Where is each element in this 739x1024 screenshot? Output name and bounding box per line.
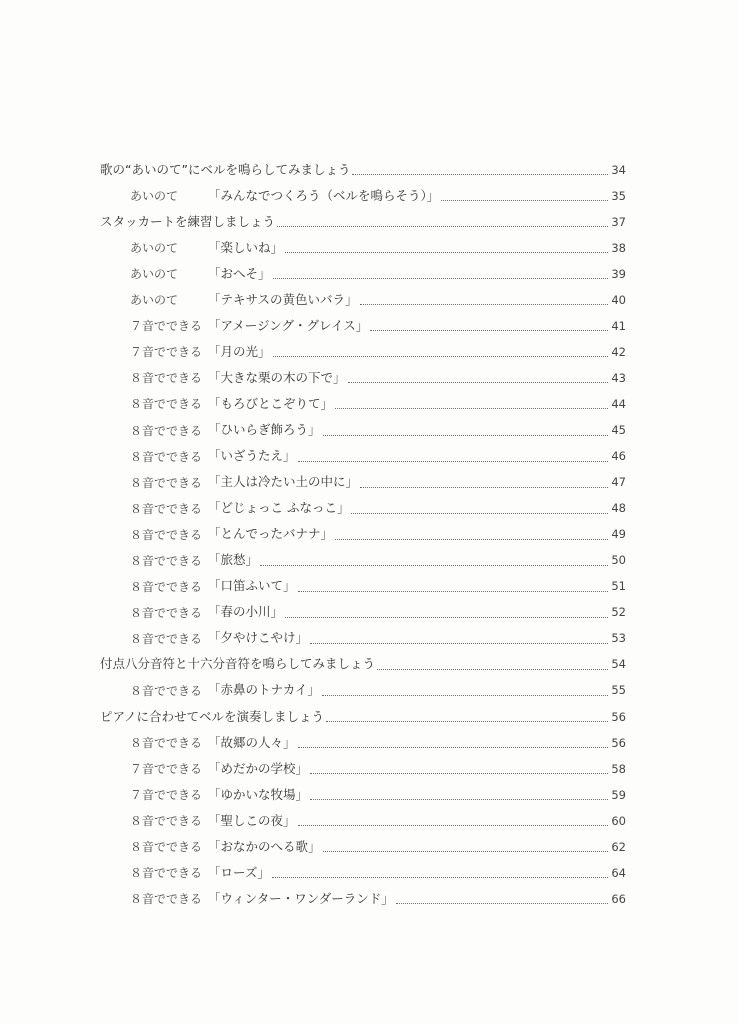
toc-entry-title: 「アメージング・グレイス」	[208, 317, 369, 333]
toc-entry-row[interactable]	[100, 567, 626, 593]
dot-leader	[272, 876, 608, 878]
dot-leader	[277, 225, 608, 227]
toc-entry-title: 「口笛ふいて」	[208, 578, 296, 594]
dot-leader	[310, 798, 608, 800]
toc-entry-kind: ７音でできる	[130, 788, 203, 803]
toc-page-number: 44	[611, 396, 626, 411]
dot-leader	[335, 538, 608, 540]
dot-leader	[377, 668, 608, 670]
toc-entry-row[interactable]	[100, 541, 626, 567]
toc-page-number: 53	[611, 631, 626, 646]
toc-page-number: 42	[611, 344, 626, 359]
toc-entry-kind: ８音でできる	[130, 527, 203, 542]
toc-page-number: 59	[611, 787, 626, 802]
toc-label	[100, 424, 321, 437]
toc-page-number: 50	[611, 553, 626, 568]
toc-entry-kind: ８音でできる	[130, 605, 203, 620]
toc-entry-row[interactable]	[100, 489, 626, 515]
toc-entry-row[interactable]	[100, 749, 626, 775]
toc-page-number: 52	[611, 605, 626, 620]
toc-entry-kind: ８音でできる	[130, 475, 203, 490]
dot-leader	[273, 277, 608, 279]
toc-entry-title: 「赤鼻のトナカイ」	[208, 682, 320, 698]
dot-leader	[352, 173, 608, 175]
toc-label	[100, 450, 296, 463]
toc-label	[100, 838, 321, 855]
toc-entry-title: 「めだかの学校」	[208, 760, 309, 776]
dot-leader	[285, 251, 608, 253]
toc-label	[100, 786, 309, 803]
dot-leader	[298, 460, 608, 462]
toc-label	[100, 812, 296, 829]
toc-entry-title: 「聖しこの夜」	[208, 812, 296, 828]
toc-entry-kind: あいのて	[130, 189, 179, 204]
toc-entry-kind: ７音でできる	[130, 345, 203, 360]
toc-entry-row[interactable]	[100, 306, 626, 332]
toc-entry-row[interactable]	[100, 280, 626, 306]
toc-entry-row[interactable]	[100, 671, 626, 697]
toc-page-number: 51	[611, 579, 626, 594]
dot-leader	[298, 590, 608, 592]
toc-label	[100, 606, 283, 619]
toc-entry-title: 「おへそ」	[208, 265, 271, 281]
toc-label	[100, 161, 351, 177]
toc-label	[100, 317, 369, 334]
toc-page-number: 55	[611, 683, 626, 698]
toc-entry-title: 「ローズ」	[208, 864, 270, 880]
toc-entry-row[interactable]	[100, 723, 626, 749]
toc-entry-title: 「主人は冷たい土の中に」	[208, 474, 359, 490]
toc-entry-row[interactable]	[100, 801, 626, 827]
toc-label	[100, 239, 284, 256]
toc-page-number: 49	[611, 527, 626, 542]
toc-page-number: 41	[611, 318, 626, 333]
toc-entry-kind: ８音でできる	[130, 579, 203, 594]
toc-entry-row[interactable]	[100, 384, 626, 410]
dot-leader	[285, 616, 608, 618]
toc-section-row[interactable]	[100, 697, 626, 723]
toc-page-number: 60	[611, 813, 626, 828]
toc-label	[100, 395, 334, 412]
toc-entry-kind: ８音でできる	[130, 423, 203, 438]
toc-entry-kind: あいのて	[130, 241, 179, 256]
toc-entry-kind: ８音でできる	[130, 371, 203, 386]
dot-leader	[335, 407, 608, 409]
toc-entry-kind: ８音でできる	[130, 631, 203, 646]
toc-page-number: 56	[611, 735, 626, 750]
toc-entry-title: 「ゆかいな牧場」	[208, 786, 309, 802]
toc-label	[100, 632, 308, 645]
toc-entry-title: 「大きな栗の木の下で」	[208, 369, 346, 385]
toc-entry-title: 「ひいらぎ飾ろう」	[208, 422, 321, 438]
toc-entry-row[interactable]	[100, 228, 626, 254]
toc-entry-title: 「旅愁」	[208, 552, 259, 568]
toc-entry-row[interactable]	[100, 254, 626, 280]
toc-page-number: 40	[611, 292, 626, 307]
toc-entry-kind: あいのて	[130, 293, 179, 308]
toc-entry-kind: ８音でできる	[130, 736, 203, 751]
toc-label	[100, 684, 320, 697]
toc-entry-row[interactable]	[100, 853, 626, 879]
dot-leader	[323, 434, 608, 436]
toc-entry-row[interactable]	[100, 176, 626, 202]
toc-label	[100, 369, 346, 386]
toc-label	[100, 476, 358, 489]
toc-page-number: 56	[611, 709, 626, 724]
toc-entry-kind: ８音でできる	[130, 840, 203, 855]
toc-entry-row[interactable]	[100, 827, 626, 853]
toc-label	[100, 265, 271, 282]
dot-leader	[260, 564, 608, 566]
dot-leader	[348, 381, 608, 383]
toc-entry-title: 「おなかのへる歌」	[208, 838, 321, 854]
toc-entry-kind: ８音でできる	[130, 397, 203, 412]
toc-entry-title: 「夕やけこやけ」	[208, 630, 309, 646]
dot-leader	[298, 746, 608, 748]
dot-leader	[370, 329, 608, 331]
toc-entry-title: 「楽しいね」	[208, 239, 284, 255]
toc-page-number: 43	[611, 370, 626, 385]
toc-page-number: 62	[611, 839, 626, 854]
toc-entry-row[interactable]	[100, 358, 626, 384]
toc-label	[100, 528, 333, 541]
toc-entry-title: 「もろびとこぞりて」	[208, 395, 334, 411]
toc-label	[100, 213, 276, 229]
toc-entry-kind: ８音でできる	[130, 449, 203, 464]
toc-entry-row[interactable]	[100, 619, 626, 645]
toc-entry-row[interactable]	[100, 332, 626, 358]
toc-entry-kind: ７音でできる	[130, 319, 203, 334]
toc-page-number: 37	[611, 214, 626, 229]
table-of-contents	[100, 150, 626, 905]
toc-entry-kind: ７音でできる	[130, 762, 203, 777]
toc-page-number: 34	[611, 162, 626, 177]
toc-section-title: 付点八分音符と十六分音符を鳴らしてみましょう	[100, 656, 376, 672]
toc-label	[100, 708, 325, 724]
toc-section-row[interactable]	[100, 645, 626, 671]
toc-label	[100, 864, 270, 881]
toc-entry-title: 「故郷の人々」	[208, 734, 296, 750]
toc-entry-kind: ８音でできる	[130, 683, 203, 698]
dot-leader	[322, 694, 608, 696]
toc-entry-row[interactable]	[100, 437, 626, 463]
dot-leader	[273, 355, 608, 357]
toc-entry-row[interactable]	[100, 410, 626, 436]
toc-page-number: 39	[611, 266, 626, 281]
toc-entry-title: 「どじょっこ ふなっこ」	[208, 500, 350, 516]
toc-page-number: 48	[611, 501, 626, 516]
toc-section-title: ピアノに合わせてベルを演奏しましょう	[100, 708, 325, 724]
toc-page-number: 45	[611, 423, 626, 438]
toc-page-number: 46	[611, 449, 626, 464]
toc-page-number: 58	[611, 761, 626, 776]
toc-page-number: 54	[611, 657, 626, 672]
toc-page-number: 64	[611, 865, 626, 880]
toc-section-title: スタッカートを練習しましょう	[100, 213, 276, 229]
toc-section-title: 歌の“あいのて”にベルを鳴らしてみましょう	[100, 161, 351, 177]
toc-label	[100, 580, 296, 593]
toc-entry-title: 「いざうたえ」	[208, 448, 296, 464]
toc-label	[100, 291, 358, 308]
toc-entry-title: 「春の小川」	[208, 604, 284, 620]
toc-page-number: 47	[611, 475, 626, 490]
toc-entry-kind: ８音でできる	[130, 501, 203, 516]
dot-leader	[441, 199, 608, 201]
toc-entry-row[interactable]	[100, 775, 626, 801]
toc-entry-kind: ８音でできる	[130, 814, 203, 829]
toc-section-row[interactable]	[100, 150, 626, 176]
toc-entry-title: 「月の光」	[208, 343, 271, 359]
toc-entry-kind: あいのて	[130, 267, 179, 282]
dot-leader	[360, 303, 608, 305]
toc-label	[100, 760, 309, 777]
toc-entry-row[interactable]	[100, 515, 626, 541]
toc-page-number: 66	[611, 891, 626, 906]
toc-section-row[interactable]	[100, 202, 626, 228]
toc-label	[100, 554, 258, 567]
toc-label	[100, 343, 271, 360]
toc-entry-kind: ８音でできる	[130, 553, 203, 568]
toc-entry-title: 「みんなでつくろう（ベルを鳴らそう）」	[208, 187, 440, 203]
toc-label	[100, 890, 394, 907]
dot-leader	[326, 720, 608, 722]
dot-leader	[310, 772, 608, 774]
toc-label	[100, 187, 440, 204]
toc-label	[100, 658, 375, 671]
dot-leader	[298, 824, 608, 826]
toc-entry-row[interactable]	[100, 593, 626, 619]
dot-leader	[310, 642, 608, 644]
toc-entry-kind: ８音でできる	[130, 892, 203, 907]
toc-entry-title: 「ウィンター・ワンダーランド」	[208, 890, 394, 906]
toc-entry-row[interactable]	[100, 463, 626, 489]
toc-page-number: 35	[611, 188, 626, 203]
dot-leader	[323, 850, 608, 852]
toc-entry-row[interactable]	[100, 879, 626, 905]
toc-entry-kind: ８音でできる	[130, 866, 203, 881]
dot-leader	[360, 486, 608, 488]
toc-label	[100, 734, 296, 751]
dot-leader	[396, 902, 608, 904]
toc-label	[100, 502, 349, 515]
dot-leader	[351, 512, 608, 514]
toc-entry-title: 「テキサスの黄色いバラ」	[208, 291, 358, 307]
toc-page-number: 38	[611, 240, 626, 255]
toc-entry-title: 「とんでったバナナ」	[208, 526, 334, 542]
